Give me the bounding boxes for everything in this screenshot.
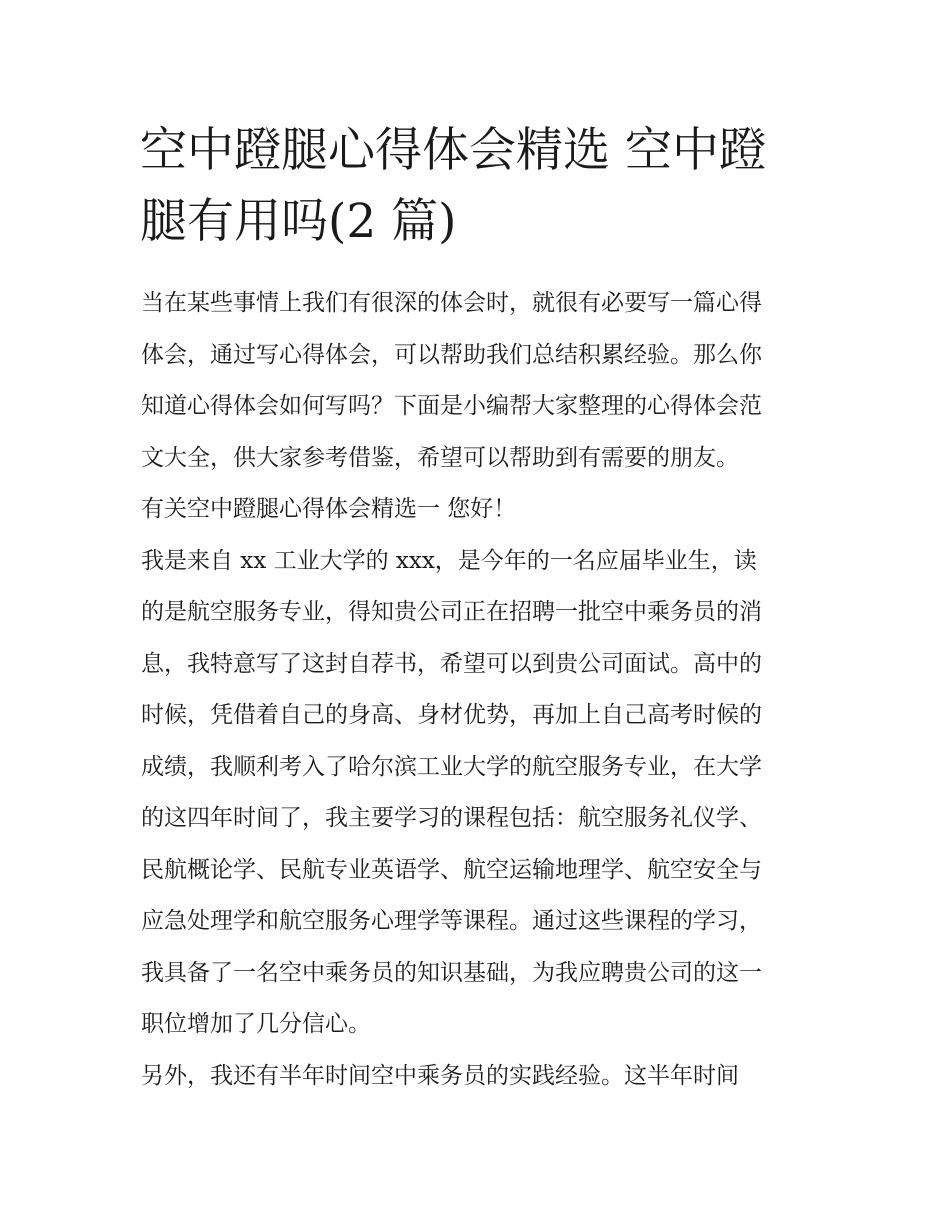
body-line: 的这四年时间了，我主要学习的课程包括：航空服务礼仪学、 [141,805,762,831]
body-line: 有关空中蹬腿心得体会精选一 您好！ [141,496,517,522]
body-line: 我具备了一名空中乘务员的知识基础，为我应聘贵公司的这一 [141,959,762,986]
body-line: 文大全，供大家参考借鉴，希望可以帮助到有需要的朋友。 [141,444,739,471]
title-line: 腿有用吗(2 篇) [140,194,457,249]
body-line: 我是来自 xx 工业大学的 xxx，是今年的一名应届毕业生，读 [141,547,757,574]
title-line: 空中蹬腿心得体会精选 空中蹬 [140,123,766,178]
body-line: 应急处理学和航空服务心理学等课程。通过这些课程的学习， [141,908,762,934]
body-line: 职位增加了几分信心。 [141,1011,371,1037]
body-line: 民航概论学、民航专业英语学、航空运输地理学、航空安全与 [141,856,762,883]
document-title [140,115,830,257]
body-line: 息，我特意写了这封自荐书，希望可以到贵公司面试。高中的 [141,650,762,677]
body-line: 成绩，我顺利考入了哈尔滨工业大学的航空服务专业，在大学 [141,753,762,780]
body-line: 知道心得体会如何写吗？下面是小编帮大家整理的心得体会范 [141,393,762,419]
body-line: 时候，凭借着自己的身高、身材优势，再加上自己高考时候的 [141,702,762,728]
body-line: 当在某些事情上我们有很深的体会时，就很有必要写一篇心得 [141,290,762,316]
body-line: 的是航空服务专业，得知贵公司正在招聘一批空中乘务员的消 [141,599,762,625]
document-body [141,278,816,1102]
body-line: 另外，我还有半年时间空中乘务员的实践经验。这半年时间 [141,1062,739,1089]
body-line: 体会，通过写心得体会，可以帮助我们总结积累经验。那么你 [141,341,762,368]
